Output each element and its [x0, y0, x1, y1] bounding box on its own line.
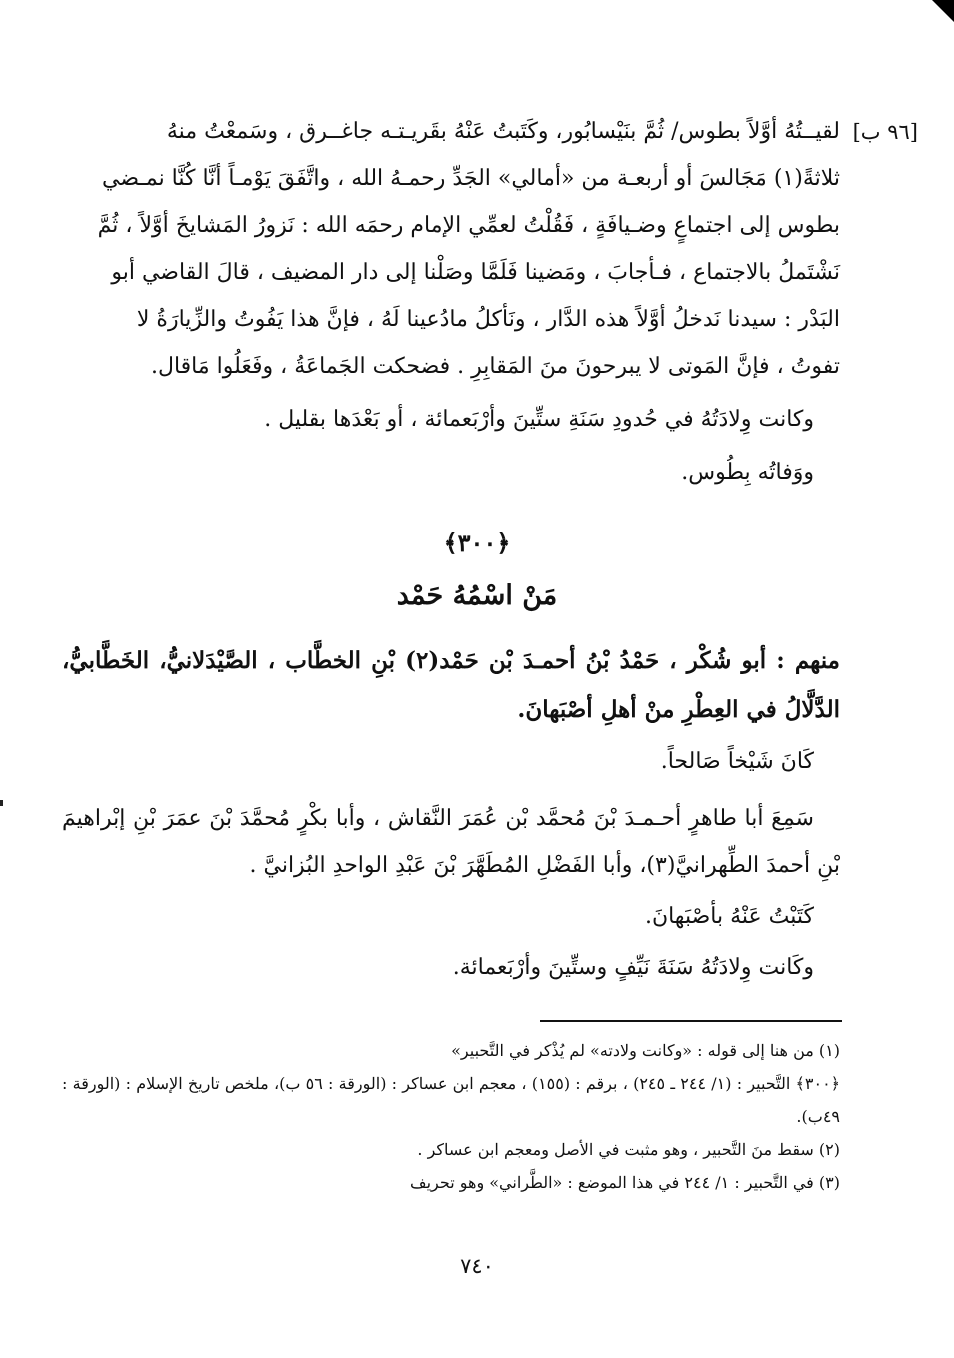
entry-heading: مَنْ اسْمُهُ حَمْد: [396, 580, 558, 611]
footnote: ﴿٣٠٠﴾ التَّحبير : (١/ ٢٤٤ ـ ٢٤٥) ، برقم : (١٥٥) ، معجم ابن عساكر : (الورقة : ٥٦ ب)، ملخص تاريخ الإسلام : (الورقة : ٤٩ب).: [62, 1074, 841, 1126]
biography-paragraph: سَمِعَ أبا طاهرٍ أحـمـدَ بْنَ مُحمَّد بْن عُمَرَ النَّقاش ، وأبا بكْرٍ مُحمَّدَ بْنَ عمَرَ بْنِ إبْراهيمَ بْنِ أحمدَ الطِّهرانيَّ(٣)، وأبا الفَضْلِ المُطَهَّرَ بْنَ عَبْدِ الواحدِ البُزانيَّ .: [62, 806, 840, 878]
scan-artifact: [0, 800, 3, 806]
footnote: (١) من هنا إلى قوله : «وكانت ولادته» لم يُذْكر في التَّحبير»: [451, 1041, 840, 1060]
intro-section: [62, 108, 840, 496]
page-number: ٧٤٠: [460, 1254, 494, 1278]
biography-heading: منهم : أبو شُكْر ، حَمْدُ بْنُ أحمـدَ بْن حَمْد(٢) بْنِ الخطَّاب ، الصَّيْدَلانيُّ، الخَطَّابيُّ، الدَّلَّالُ في العِطْرِ منْ أهلِ أصْبَهانَ.: [62, 647, 841, 723]
footnote-divider: [540, 1020, 842, 1022]
biography-section: [62, 636, 840, 991]
biography-paragraph: كَانَ شَيْخاً صَالحاً.: [660, 749, 814, 774]
intro-line: ثلاثةً(١) مَجَالسَ أو أربعـة من «أمالي» الجَدِّ رحمـهُ الله ، واتَّفَقَ يَوْمـاً أنَّا كُنَّا نمـضي: [101, 166, 840, 191]
intro-line: تفوتُ ، فإنَّ المَوتى لا يبرحونَ منَ المَقابِرِ . فضحكت الجَماعَةُ ، وفَعَلُوا مَاقال.: [150, 354, 840, 379]
footnote: (٣) في التَّحبير : ١/ ٢٤٤ في هذا الموضع : «الطَّراني» وهو تحريف: [410, 1173, 840, 1192]
birth-paragraph: وكانت وِلادَتُهُ في حُدودِ سَنَةِ ستِّينَ وأرْبَعمائة ، أو بَعْدَها بقليل .: [264, 407, 814, 432]
footnotes-section: [62, 1034, 840, 1199]
intro-line: البَدْر : سيدنا نَدخلُ أوَّلاً هذه الدَّار ، ونَأكلُ مادُعينا لَهُ ، فإنَّ هذا يَفُوتُ والزِّيارَةُ لا: [136, 307, 840, 332]
entry-number: ﴿٣٠٠﴾: [443, 528, 511, 557]
intro-line: نَشْتَملُ بالاجتماع ، فـأجابَ ، ومَضينا فَلَمَّا وصَلْنا إلى دار المضيف ، قالَ القاضي أبو: [111, 260, 840, 285]
intro-line: لقيــتُهُ أوَّلاً بطوس/ ثُمَّ بنَيْسابُور، وكَتَبتُ عَنْهُ بقَريـتـه جاغــرق ، وسَمعْتُ منهُ: [166, 119, 840, 144]
biography-paragraph: كَتَبْتُ عَنْهُ بأصْبَهانَ.: [644, 904, 814, 929]
biography-paragraph: وكَانت وِلادَتُهُ سَنَةَ نَيِّفٍ وستِّينَ وأرْبَعمائة.: [452, 955, 814, 980]
death-paragraph: ووَفاتُه بِطُوس.: [681, 460, 814, 485]
margin-folio-reference: [٩٦ ب]: [852, 120, 918, 144]
corner-triangle-mark: [932, 0, 954, 22]
intro-line: بطوس إلى اجتماعٍ وضـيافَةٍ ، فَقُلْتُ لعمِّي الإمام رحمَه الله : نَزورُ المَشايخَ أوَّلاً ، ثُمَّ: [97, 213, 840, 238]
footnote: (٢) سقط منَ التَّحبير ، وهو مثبت في الأصل ومعجم ابن عساكر .: [417, 1140, 840, 1159]
